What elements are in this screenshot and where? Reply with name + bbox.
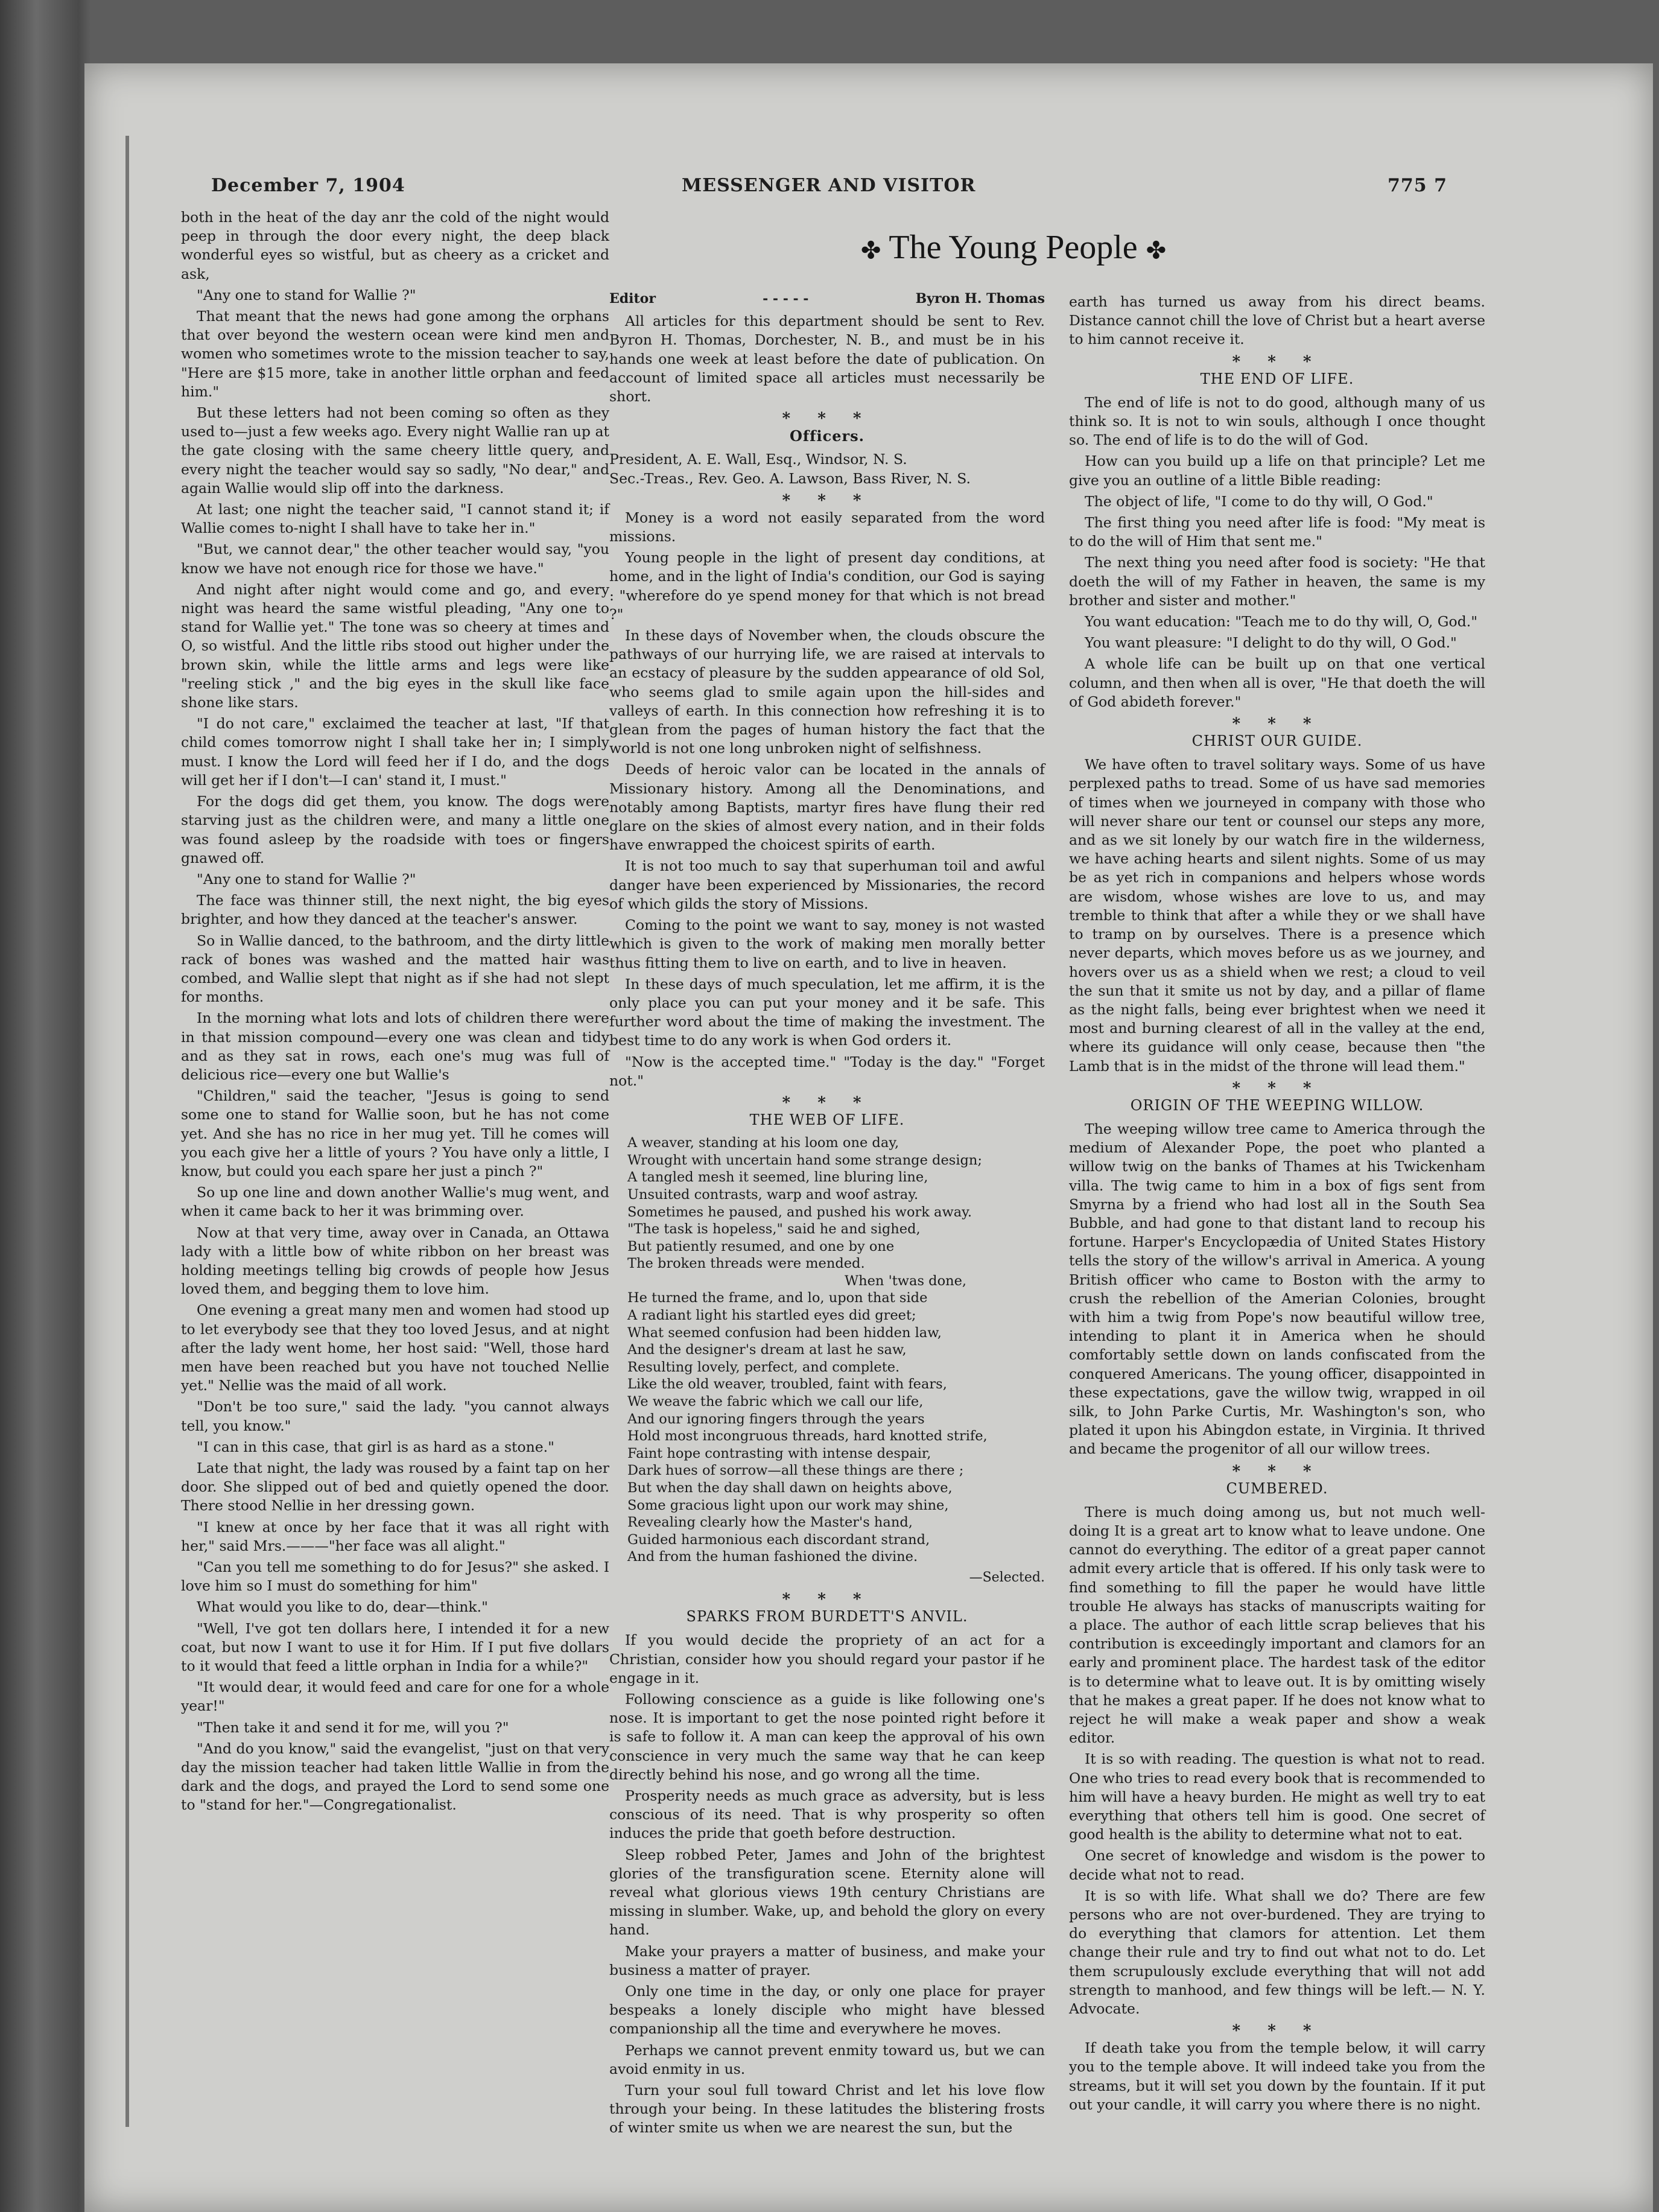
paragraph: Unsuited contrasts, warp and woof astray. — [627, 1186, 919, 1203]
willow-heading: ORIGIN OF THE WEEPING WILLOW. — [1130, 1096, 1424, 1114]
column-two — [609, 290, 1045, 2140]
paragraph: "Any one to stand for Wallie ?" — [197, 870, 416, 888]
paragraph: The broken threads were mended. — [627, 1256, 865, 1272]
paragraph: Deeds of heroic valor can be located in the annals of Missionary history. Among all the Denominations, and notably among Baptists, martyr fires have flung their red glare on the skies of almost every nation, and in their folds have enwrapped the choicest spirits of earth. — [609, 761, 1045, 854]
officers-list — [609, 450, 1045, 488]
editor-line — [609, 290, 1045, 308]
divider-stars: * * * — [1232, 715, 1322, 734]
paragraph: If you would decide the propriety of an act for a Christian, consider how you should regard your pastor if he engage in it. — [609, 1632, 1045, 1686]
paragraph: "I can in this case, that girl is as hard as a stone." — [197, 1438, 554, 1455]
paragraph: Now at that very time, away over in Canada, an Ottawa lady with a little bow of white ribbon on her breast was holding meetings telling big crowds of people how Jesus loved them, and begging them to love him. — [181, 1224, 609, 1298]
paragraph: One secret of knowledge and wisdom is the power to decide what not to read. — [1069, 1847, 1485, 1883]
paragraph: both in the heat of the day anr the cold of the night would peep in through the door every night, the deep black wonderful eyes so wistful, but as cheery as a cricket and ask, — [181, 209, 609, 282]
paragraph: A radiant light his startled eyes did greet; — [627, 1308, 916, 1324]
paragraph: So in Wallie danced, to the bathroom, and the dirty little rack of bones was washed and the matted hair was combed, and Wallie slept that night as if she had not slept for months. — [181, 932, 609, 1006]
page-number: 775 7 — [1388, 175, 1447, 196]
continued-paragraph: earth has turned us away from his direct beams. Distance cannot chill the love of Christ but a heart averse to him cannot receive it. — [1069, 293, 1485, 348]
divider-stars: * * * — [782, 410, 872, 428]
paragraph: A whole life can be built up on that one vertical column, and then when all is over, "He that doeth the will of God abideth forever." — [1069, 655, 1485, 710]
paragraph: Perhaps we cannot prevent enmity toward us, but we can avoid enmity in us. — [609, 2041, 1045, 2077]
paragraph: One evening a great many men and women had stood up to let everybody see that they too loved Jesus, and at night after the lady went home, her host said: "Well, those hard men have been reached but you have not touched Nellie yet." Nellie was the maid of all work. — [181, 1301, 609, 1394]
issue-date: December 7, 1904 — [211, 175, 405, 196]
divider-stars: * * * — [782, 1591, 872, 1609]
paragraph: What would you like to do, dear—think." — [197, 1598, 488, 1616]
paragraph: The first thing you need after life is food: "My meat is to do the will of Him that sent me." — [1069, 514, 1485, 550]
divider-stars: * * * — [1232, 2022, 1322, 2041]
cumbered-heading: CUMBERED. — [1226, 1479, 1328, 1497]
paragraph: That meant that the news had gone among the orphans that over beyond the western ocean were kind men and women who sometimes wrote to the mission teacher to say, "Here are $15 more, take in another little orphan and feed him." — [181, 308, 609, 400]
fleuron-right-icon: ✤ — [1146, 237, 1167, 264]
paragraph: How can you build up a life on that principle? Let me give you an outline of a little Bible reading: — [1069, 453, 1485, 489]
end-of-life-heading: THE END OF LIFE. — [1200, 370, 1354, 387]
paragraph: "And do you know," said the evangelist, "just on that very day the mission teacher had taken little Wallie in from the dark and the dogs, and prayed the Lord to send some one to "stand for her."—Congregationalist. — [181, 1740, 609, 1814]
paragraph: We have often to travel solitary ways. Some of us have perplexed paths to tread. Some of us have sad memories of times when we journeyed in company with those who will never share our tent or counsel our steps any more, and as we sit lonely by our watch fire in the wilderness, we have aching hearts and silent nights. Some of us may be as yet rich in companions and helpers whose words are wisdom, whose wishes are love to us, and may tremble to think that after a while they or we shall have to tramp on by ourselves. There is a presence which never departs, which moves before us as we journey, and hovers over us as a shield when we rest; a cloud to veil the sun that it smite us not by day, and a pillar of flame as the night falls, being ever brightest when we need it most and burning clearest of all in the valley at the end, where its guidance will only cease, because then "the Lamb that is in the midst of the throne will lead them." — [1069, 756, 1485, 1075]
paragraph: Turn your soul full toward Christ and let his love flow through your being. In these latitudes the blistering frosts of winter smite us when we are nearest the sun, but the — [609, 2082, 1045, 2137]
paragraph: "But, we cannot dear," the other teacher would say, "you know we have not enough rice for those we have." — [181, 541, 609, 577]
paragraph: Faint hope contrasting with intense despair, — [627, 1445, 931, 1461]
paragraph: Sleep robbed Peter, James and John of the brightest glories of the transfiguration scene. Eternity alone will reveal what glorious views 19th century Christians are missing in slumber. Wake, up, and behold the glory on every hand. — [609, 1846, 1045, 1939]
paragraph: "It would dear, it would feed and care for one for a whole year!" — [181, 1679, 609, 1715]
paragraph: In these days of much speculation, let me affirm, it is the only place you can put your money and it be safe. This further word about the time of making the investment. The best time to do any work is when God orders it. — [609, 975, 1045, 1049]
paragraph: "Can you tell me something to do for Jesus?" she asked. I love him so I must do something for him" — [181, 1559, 609, 1595]
editor-name: Byron H. Thomas — [915, 291, 1045, 307]
fleuron-left-icon: ✤ — [860, 237, 881, 264]
paragraph: Hold most incongruous threads, hard knotted strife, — [627, 1428, 988, 1444]
paragraph: "Children," said the teacher, "Jesus is going to send some one to stand for Wallie soon, but he has not come yet. And she has no rice in her mug yet. Till he comes will you each give her a little of yours ? You have only a little, I know, but could you each spare her just a pinch ?" — [181, 1087, 609, 1180]
christ-guide-heading: CHRIST OUR GUIDE. — [1191, 733, 1363, 750]
christ-guide-article — [1069, 755, 1485, 1075]
section-title — [820, 228, 1207, 276]
paragraph: "Now is the accepted time." "Today is the day." "Forget not." — [609, 1053, 1045, 1089]
paragraph: A tangled mesh it seemed, line bluring line, — [627, 1169, 928, 1186]
paragraph: In the morning what lots and lots of children there were in that mission compound—every one was clean and tidy and as they sat in rows, each one's mug was full of delicious rice—every one but Wallie's — [181, 1009, 609, 1083]
divider-stars: * * * — [1232, 1079, 1322, 1098]
paragraph: Young people in the light of present day conditions, at home, and in the light of India's condition, our God is saying : "wherefore do ye spend money for that which is not bread ?" — [609, 549, 1045, 623]
section-title-text: The Young People — [889, 229, 1138, 266]
paragraph: And our ignoring fingers through the years — [627, 1411, 925, 1427]
paragraph: But patiently resumed, and one by one — [627, 1238, 895, 1254]
column-three — [1069, 293, 1485, 2117]
editor-dashes: - - - - - — [763, 291, 809, 307]
editor-label: Editor — [609, 291, 656, 307]
paragraph: "I do not care," exclaimed the teacher at last, "If that child comes tomorrow night I shall take her in; I simply must. I know the Lord will feed her if I do, and the dogs will get her if I don't—I can' stand it, I must." — [181, 715, 609, 789]
paragraph: The next thing you need after food is society: "He that doeth the will of my Father in heaven, the same is my brother and sister and mother." — [1069, 554, 1485, 609]
paragraph: Prosperity needs as much grace as adversity, but is less conscious of its need. That is why prosperity so often induces the pride that goeth before destruction. — [609, 1787, 1045, 1842]
paragraph: It is not too much to say that superhuman toil and awful danger have been experienced by Missionaries, the record of which gilds the story of Missions. — [609, 857, 1045, 912]
paragraph: So up one line and down another Wallie's mug went, and when it came back to her it was brimming over. — [181, 1184, 609, 1220]
willow-article — [1069, 1120, 1485, 1459]
paragraph: "The task is hopeless," said he and sighed, — [627, 1221, 921, 1238]
paragraph: President, A. E. Wall, Esq., Windsor, N. S. — [609, 451, 907, 468]
paragraph: And from the human fashioned the divine. — [627, 1549, 918, 1565]
poem-attribution: —Selected. — [969, 1569, 1045, 1585]
cumbered-article — [1069, 1503, 1485, 2018]
paragraph: "I knew at once by her face that it was all right with her," said Mrs.———"her face was all alight." — [181, 1518, 609, 1554]
paragraph: You want education: "Teach me to do thy will, O, God." — [1085, 613, 1478, 631]
officers-heading: Officers. — [789, 427, 865, 445]
divider-stars: * * * — [782, 491, 872, 510]
divider-stars: * * * — [782, 1093, 872, 1112]
paragraph: Some gracious light upon our work may shine, — [627, 1497, 949, 1513]
paragraph: And night after night would come and go, and every night was heard the same wistful pleading, "Any one to stand for Wallie yet." The tone was so cheery at times and O, so wistful. And the little ribs stood out higher under the brown skin, while the little arms and legs were like "reeling stick ," and the big eyes in the skull like face shone like stars. — [181, 580, 609, 711]
paragraph: Only one time in the day, or only one place for prayer bespeaks a lonely disciple who might have blessed companionship all the time and everywhere he moves. — [609, 1983, 1045, 2038]
paragraph: But these letters had not been coming so often as they used to—just a few weeks ago. Every night Wallie ran up at the gate closing with the same cheery little query, and every night the teacher would say so sadly, "No dear," and again Wallie would slip off into the darkness. — [181, 404, 609, 497]
paragraph: Guided harmonious each discordant strand, — [627, 1531, 930, 1548]
paragraph: "Then take it and send it for me, will you ?" — [197, 1718, 509, 1736]
paragraph: He turned the frame, and lo, upon that side — [627, 1290, 928, 1306]
paragraph: There is much doing among us, but not much well-doing It is a great art to know what to leave undone. One cannot do everything. The editor of a great paper cannot admit every article that is offered. If his only task were to find something to fill the paper he would have little trouble He always has stacks of manuscripts waiting for a place. The author of each little scrap believes that his contribution is exceedingly important and clamors for an early and prominent place. The hardest task of the editor is to determine what to leave out. It is by omitting wisely that he makes a great paper. If he does not know what to reject he will make a weak paper and show a weak editor. — [1069, 1503, 1485, 1747]
paragraph: Like the old weaver, troubled, faint with fears, — [627, 1376, 947, 1393]
paragraph: The object of life, "I come to do thy will, O God." — [1085, 492, 1433, 510]
paragraph: It is so with life. What shall we do? There are few persons who are not over-burdened. They are trying to do everything that clamors for attention. Let them change their rule and try to find out what not to do. Let them scrupulously exclude everything that will not add strength to manhood, and few things will be left.— N. Y. Advocate. — [1069, 1887, 1485, 2018]
paragraph: Resulting lovely, perfect, and complete. — [627, 1359, 900, 1375]
paragraph: But when the day shall dawn on heights above, — [627, 1480, 953, 1496]
divider-stars: * * * — [1232, 1462, 1322, 1481]
web-of-life-poem — [627, 1134, 1045, 1566]
paragraph: Make your prayers a matter of business, and make your business a matter of prayer. — [609, 1942, 1045, 1978]
paragraph: The face was thinner still, the next night, the big eyes brighter, and how they danced at the teacher's answer. — [181, 892, 609, 928]
paragraph: Sec.-Treas., Rev. Geo. A. Lawson, Bass River, N. S. — [609, 469, 971, 487]
submission-notice: All articles for this department should be sent to Rev. Byron H. Thomas, Dorchester, N. B., and must be in his hands one week at least before the date of publication. On account of limited space all articles must necessarily be short. — [609, 313, 1045, 405]
paragraph: Money is a word not easily separated from the word missions. — [609, 509, 1045, 545]
paragraph: Dark hues of sorrow—all these things are there ; — [627, 1463, 964, 1479]
money-article — [609, 509, 1045, 1090]
paragraph: And the designer's dream at last he saw, — [627, 1342, 907, 1358]
paragraph: "Any one to stand for Wallie ?" — [197, 286, 416, 304]
paragraph: Coming to the point we want to say, money is not wasted which is given to the work of making men morally better thus fitting them to live on earth, and to live in heaven. — [609, 917, 1045, 971]
web-of-life-heading: THE WEB OF LIFE. — [749, 1111, 905, 1128]
sparks-article — [609, 1631, 1045, 2137]
paragraph: Following conscience as a guide is like following one's nose. It is important to get the nose pointed right before it is safe to follow it. A man can keep the approval of his own conscience in very much the same way that he can keep directly behind his nose, and go wrong all the time. — [609, 1690, 1045, 1783]
closing-paragraph: If death take you from the temple below, it will carry you to the temple above. It will indeed take you from the streams, but it will set you down by the fountain. If it put out your candle, it will carry you where there is no night. — [1069, 2039, 1485, 2113]
paragraph: We weave the fabric which we call our life, — [627, 1394, 924, 1410]
paragraph: "Well, I've got ten dollars here, I intended it for a new coat, but now I want to use it for Him. If I put five dollars to it would that feed a little orphan in India for a while?" — [181, 1619, 609, 1675]
paragraph: At last; one night the teacher said, "I cannot stand it; if Wallie comes to-night I shall have to take her in." — [181, 501, 609, 537]
sparks-heading: SPARKS FROM BURDETT'S ANVIL. — [686, 1608, 968, 1626]
divider-stars: * * * — [1232, 352, 1322, 371]
paragraph: For the dogs did get them, you know. The dogs were starving just as the children were, and many a little one was found asleep by the roadside with toes or fingers gnawed off. — [181, 793, 609, 866]
paragraph: You want pleasure: "I delight to do thy will, O God." — [1085, 634, 1457, 652]
paragraph: Sometimes he paused, and pushed his work away. — [627, 1204, 972, 1220]
paragraph: "Don't be too sure," said the lady. "you cannot always tell, you know." — [181, 1398, 609, 1434]
paragraph: A weaver, standing at his loom one day, — [627, 1135, 899, 1151]
page-fold-line — [125, 136, 129, 2127]
paragraph: The end of life is not to do good, although many of us think so. It is not to win souls, although I once thought so. The end of life is to do the will of God. — [1069, 393, 1485, 449]
paragraph: What seemed confusion had been hidden law, — [627, 1324, 942, 1341]
paragraph: In these days of November when, the clouds obscure the pathways of our hurrying life, we are raised at intervals to an ecstacy of pleasure by the sudden appearance of old Sol, who seems glad to smile again upon the hill-sides and valleys of earth. In this connection how refreshing it is to glean from the pages of human history the fact that the world is not one long unbroken night of selfishness. — [609, 627, 1045, 757]
paragraph: When 'twas done, — [845, 1273, 967, 1289]
paragraph: Revealing clearly how the Master's hand, — [627, 1514, 913, 1531]
publication-title: MESSENGER AND VISITOR — [682, 175, 976, 196]
paragraph: The weeping willow tree came to America through the medium of Alexander Pope, the poet who planted a willow twig on the banks of Thames at his Twickenham villa. The twig came to him in a box of figs sent from Smyrna by a friend who had lost all in the South Sea Bubble, and had gone to that distant land to recoup his fortune. Harper's Encyclopædia of United States History tells the story of the willow's arrival in America. A young British officer who came to Boston with the army to crush the rebellion of the Amerian Colonies, brought with him a twig from Pope's now beautiful willow tree, intending to plant it in America when he should comfortably settle down on lands confiscated from the conquered Americans. The young officer, disappointed in these expectations, gave the willow twig, wrapped in oil silk, to John Parke Curtis, Mr. Washington's son, who plated it upon his Abingdon estate, in Virginia. It thrived and became the progenitor of all our willow trees. — [1069, 1120, 1485, 1458]
end-of-life-article — [1069, 393, 1485, 711]
column-one — [181, 208, 609, 1817]
paragraph: Late that night, the lady was roused by a faint tap on her door. She slipped out of bed and quietly opened the door. There stood Nellie in her dressing gown. — [181, 1460, 609, 1514]
paragraph: Wrought with uncertain hand some strange design; — [627, 1152, 982, 1168]
paragraph: It is so with reading. The question is what not to read. One who tries to read every book that is recommended to him will have a heavy burden. He might as well try to eat everything that others tell him is good. One secret of good health is the ability to determine what not to eat. — [1069, 1750, 1485, 1843]
